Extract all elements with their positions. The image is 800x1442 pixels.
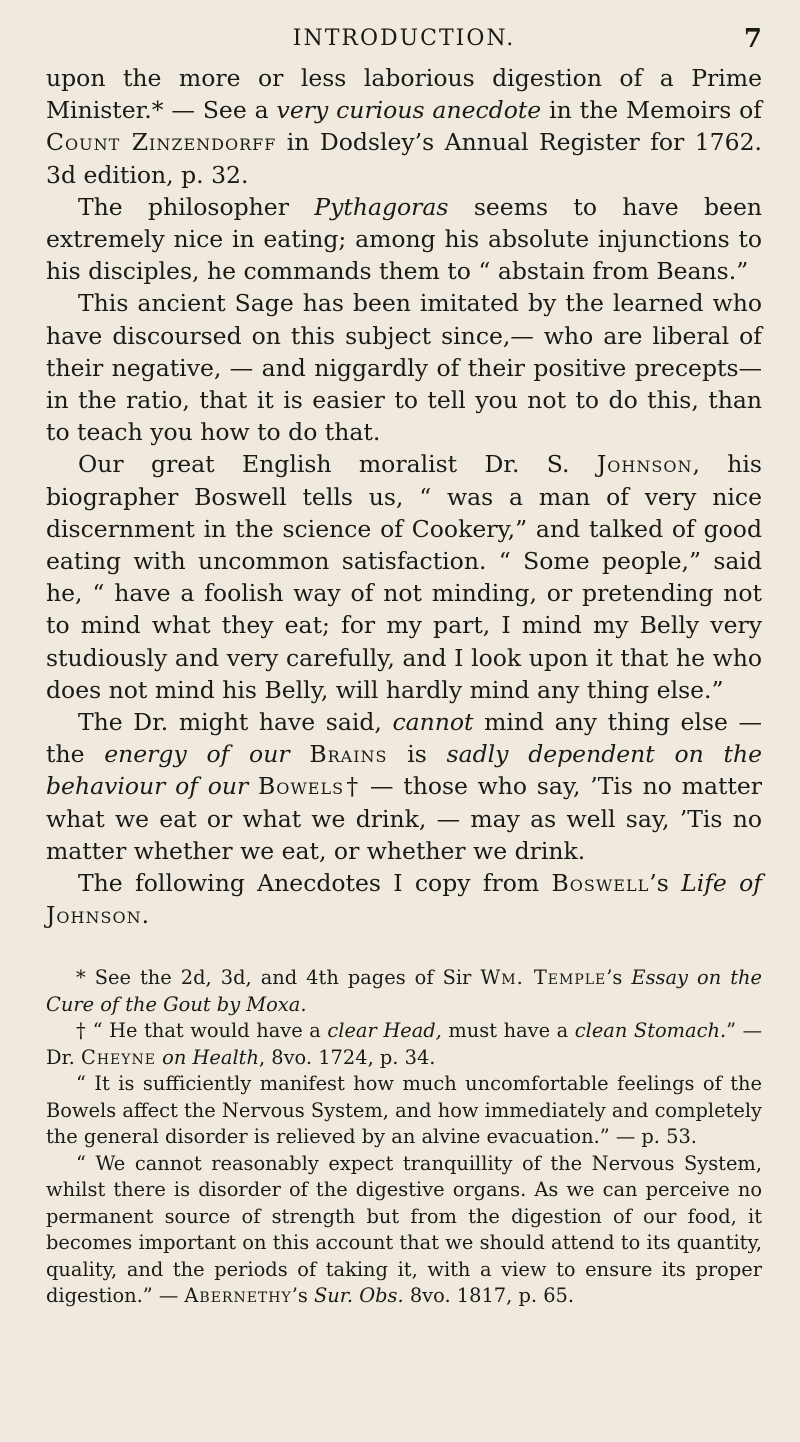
paragraph-6	[46, 867, 762, 931]
small-caps-run: Johnson	[46, 901, 142, 930]
italic-run: Life of	[681, 869, 762, 898]
italic-run: on Health	[162, 1045, 259, 1069]
text-run: The philosopher	[78, 192, 315, 221]
italic-run: cannot	[392, 708, 474, 737]
text-run: , 8vo. 1724, p. 34.	[258, 1045, 436, 1069]
text-run: “ It is sufficiently manifest how much uncomfortable feelings of the Bowels affect the Nervous System, and how immediately and completely the general disorder is relieved by an alvine evacuation.” — p. 53.	[46, 1072, 762, 1149]
text-run: upon the more or less laborious digestion of a Prime Minister.* — See a	[46, 64, 762, 125]
text-run: mind any thing else — the	[46, 708, 762, 769]
italic-run: very curious anecdote	[276, 96, 542, 125]
text-run: † — those who say, ’Tis no matter what we eat or what we drink, — may as well say, ’Tis no matter whether we eat, or whether we drink.	[46, 772, 762, 865]
running-head: INTRODUCTION.	[292, 26, 516, 51]
text-run: .	[141, 901, 150, 930]
paragraph-2	[46, 191, 762, 288]
text-run	[290, 740, 310, 768]
text-run: † “ He that would have a	[76, 1019, 328, 1043]
text-run: ’s	[649, 869, 682, 898]
page-header	[46, 22, 762, 56]
italic-run: energy of our	[104, 740, 290, 769]
text-run: The following Anecdotes I copy from	[78, 869, 552, 898]
text-run: in the Memoirs of	[541, 96, 763, 125]
text-run: 8vo. 1817, p. 65.	[403, 1284, 575, 1308]
text-run: ” — Dr.	[46, 1019, 762, 1069]
footnote-3	[46, 1071, 762, 1151]
text-run: , his biographer Boswell tells us, “ was a man of very nice discernment in the science of Cookery,” and talked of good eating with uncommon satisfaction. “ Some people,” said he, “ have a foolish way of not minding, or pretending not to mind what they eat; for my part, I mind my Belly very studiously and very carefully, and I look upon it that he who does not mind his Belly, will hardly mind any thing else.”	[46, 450, 762, 704]
small-caps-run: Abernethy	[184, 1284, 292, 1308]
italic-run: clean Stomach.	[574, 1019, 727, 1043]
small-caps-run: Brains	[309, 740, 388, 769]
footnote-1	[46, 965, 762, 1018]
text-run: This ancient Sage has been imitated by the learned who have discoursed on this subject since,— who are liberal of their negative, — and niggardly of their positive precepts— in the ratio, that it is easier to tell you not to do this, than to teach you how to do that.	[46, 289, 762, 447]
paragraph-3	[46, 287, 762, 448]
paragraph-4	[46, 448, 762, 706]
text-run: seems to have been extremely nice in eating; among his absolute injunctions to his disciples, he commands them to “ abstain from Beans.”	[46, 192, 762, 286]
small-caps-run: Bowels	[257, 772, 345, 801]
text-run: The Dr. might have said,	[78, 708, 393, 737]
text-run	[248, 772, 258, 800]
footnote-2	[46, 1018, 762, 1071]
small-caps-run: Cheyne	[81, 1045, 156, 1069]
text-run: ’s	[606, 966, 632, 990]
text-run: * See the 2d, 3d, and 4th pages of Sir	[76, 966, 481, 990]
small-caps-run: Johnson	[596, 450, 693, 479]
text-run: is	[387, 740, 447, 769]
paragraph-5	[46, 706, 762, 867]
body-text	[46, 62, 762, 931]
footnote-4	[46, 1151, 762, 1310]
footnotes	[46, 965, 762, 1310]
italic-run: clear Head,	[327, 1019, 442, 1043]
text-run: in Dodsley’s Annual Register for 1762. 3d edition, p. 32.	[46, 128, 762, 189]
text-run: ’s	[291, 1284, 314, 1308]
small-caps-run: Boswell	[551, 869, 650, 898]
italic-run: Essay on the Cure of the Gout by Moxa.	[46, 966, 762, 1016]
paragraph-1	[46, 62, 762, 191]
page-number: 7	[743, 24, 762, 54]
small-caps-run: Count Zinzendorff	[46, 128, 277, 157]
text-run: “ We cannot reasonably expect tranquillity of the Nervous System, whilst there is disorder of the digestive organs. As we can perceive no permanent source of strength but from the digestion of our food, it becomes important on this account that we should attend to its quantity, quality, and the periods of taking it, with a view to ensure its proper digestion.” —	[46, 1151, 762, 1308]
text-run: Our great English moralist Dr. S.	[78, 450, 597, 479]
italic-run: Sur. Obs.	[314, 1284, 404, 1308]
text-run: must have a	[441, 1019, 575, 1043]
small-caps-run: Wm. Temple	[480, 966, 607, 990]
italic-run: sadly dependent on the behaviour of our	[46, 740, 762, 801]
italic-run: Pythagoras	[314, 192, 449, 221]
